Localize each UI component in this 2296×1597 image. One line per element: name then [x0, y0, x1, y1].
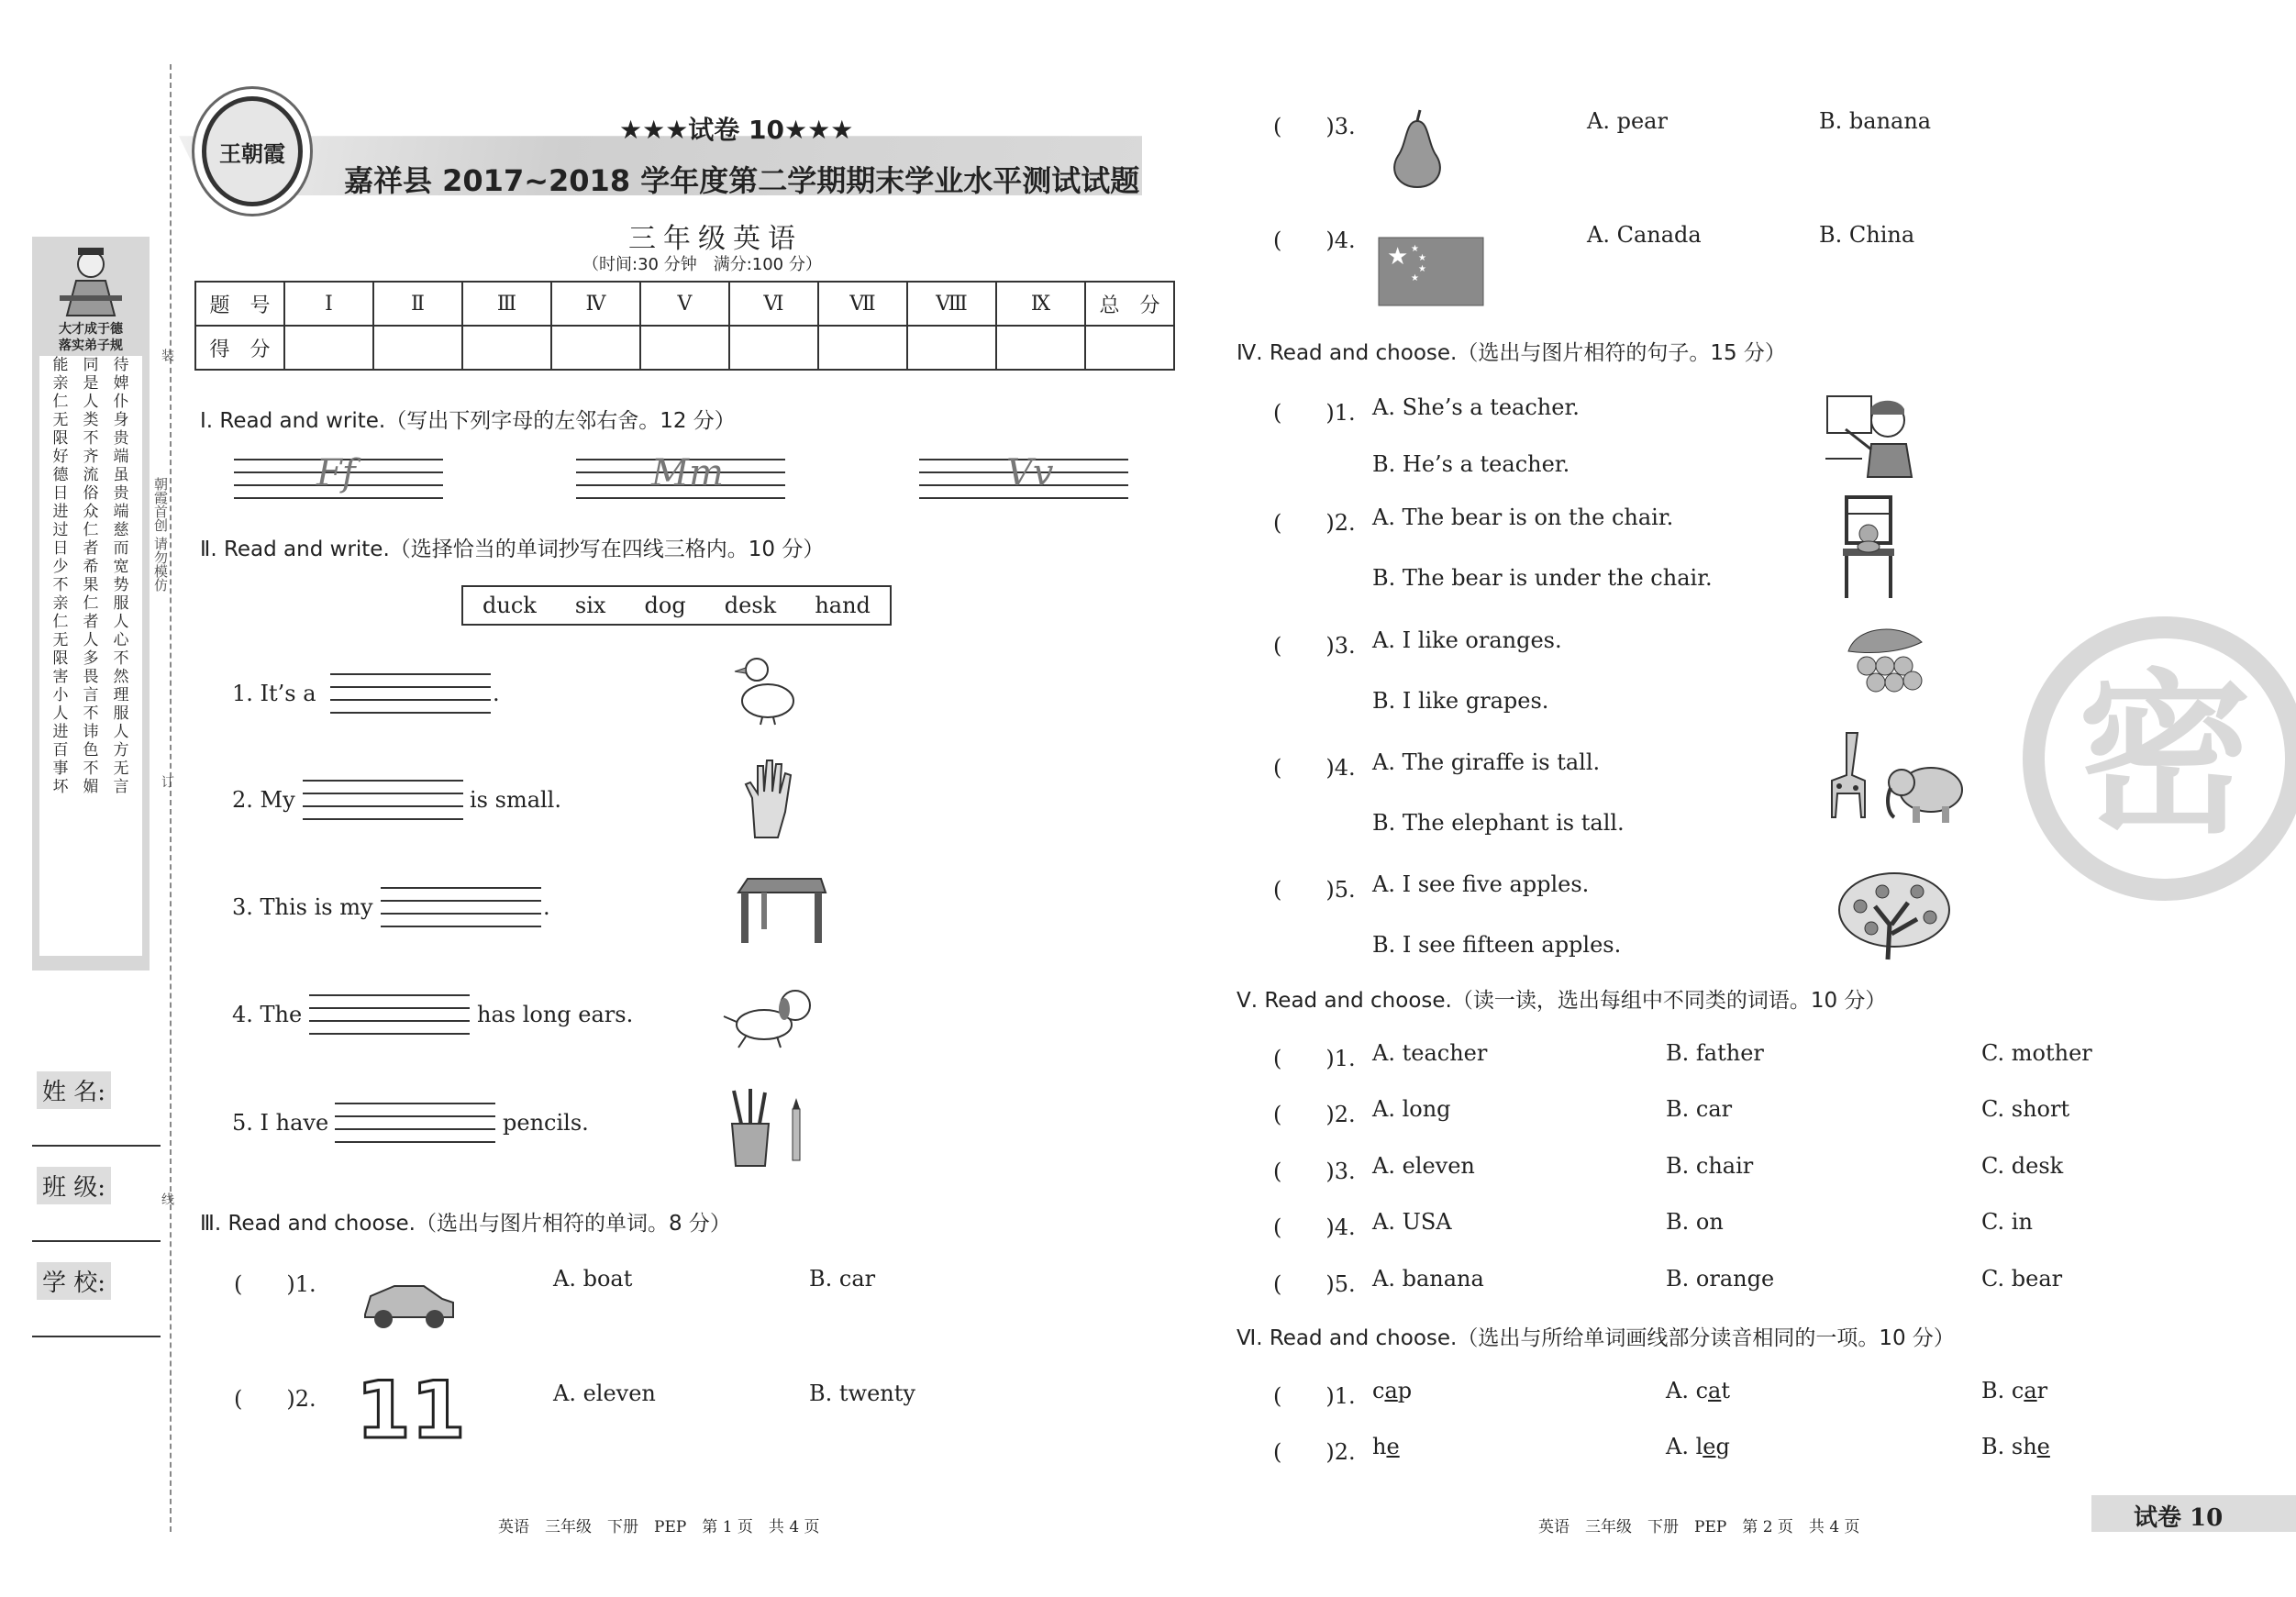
s6-item-1-number[interactable]: ( )1. [1273, 1383, 1356, 1409]
class-field[interactable] [32, 1240, 161, 1242]
motto-column-1: 能亲仁无限好德日进过日少不亲仁无限害小人进百事坏 [52, 356, 69, 796]
table-cell: Ⅶ [818, 282, 907, 326]
scholar-figure-icon [58, 244, 124, 317]
corner-paper-number: 试卷 10 [2134, 1504, 2224, 1532]
s3-item-4-option-a[interactable]: A. Canada [1587, 222, 1702, 248]
binding-line [170, 64, 172, 1532]
score-header-row [195, 282, 1174, 326]
motto-column-3: 待婢仆身贵端虽贵端慈而宽势服人心不然理服人方无言 [113, 356, 129, 796]
footer-right: 英语 三年级 下册 PEP 第 2 页 共 4 页 [1538, 1518, 1860, 1536]
section-1-title: Ⅰ. Read and write.（写出下列字母的左邻右舍。12 分） [200, 409, 736, 433]
s2-item-3-text: 3. This is my [232, 894, 373, 920]
svg-text:★: ★ [1387, 243, 1409, 271]
s2-item-5-text: 5. I have [232, 1110, 329, 1136]
s6-item-2-word: he [1372, 1434, 1400, 1459]
score-input[interactable] [1085, 326, 1174, 370]
s6-item-1-word: cap [1372, 1378, 1413, 1403]
table-cell: 总 分 [1085, 282, 1174, 326]
desk-icon [734, 870, 830, 948]
slogan-line-2: 落实弟子规 [59, 338, 123, 353]
svg-text:★: ★ [1418, 253, 1426, 263]
table-cell: Ⅳ [551, 282, 640, 326]
s5-item-1-option-b[interactable]: B. father [1666, 1040, 1764, 1066]
footer-left: 英语 三年级 下册 PEP 第 1 页 共 4 页 [498, 1518, 820, 1536]
s5-item-2-option-c[interactable]: C. short [1981, 1096, 2070, 1122]
s5-item-5-option-a[interactable]: A. banana [1372, 1266, 1484, 1292]
s4-item-1-option-a[interactable]: A. She’s a teacher. [1372, 394, 1580, 420]
letter-vv: Vv [1006, 452, 1054, 494]
school-label: 学 校: [37, 1262, 111, 1300]
elephant-icon [1885, 757, 1968, 826]
s5-item-3-number[interactable]: ( )3. [1273, 1159, 1356, 1184]
s6-item-2-option-b[interactable]: B. she [1981, 1434, 2050, 1459]
section-3-title: Ⅲ. Read and choose.（选出与图片相符的单词。8 分） [200, 1212, 731, 1236]
s3-item-2-option-b[interactable]: B. twenty [809, 1381, 915, 1406]
class-label: 班 级: [37, 1167, 111, 1204]
table-cell: Ⅸ [996, 282, 1085, 326]
school-field[interactable] [32, 1336, 161, 1337]
s5-item-4-option-c[interactable]: C. in [1981, 1209, 2033, 1235]
time-info: （时间:30 分钟 满分:100 分） [582, 255, 822, 274]
section-5-title: Ⅴ. Read and choose.（读一读，选出每组中不同类的词语。10 分） [1237, 989, 1887, 1013]
score-input[interactable] [551, 326, 640, 370]
secret-seal-watermark: 密 [2023, 616, 2296, 901]
copyright-note: 朝霞首创 请勿模仿 [152, 477, 169, 592]
s6-item-1-option-b[interactable]: B. car [1981, 1378, 2048, 1403]
motto-column-2: 同是人类不齐流俗众仁者希果仁者人多畏言不讳色不媚 [83, 356, 99, 796]
score-input[interactable] [284, 326, 373, 370]
score-table [194, 281, 1175, 371]
s4-item-1-number[interactable]: ( )1. [1273, 400, 1356, 426]
s5-item-2-option-b[interactable]: B. car [1666, 1096, 1733, 1122]
word-bank-item: dog [644, 593, 686, 618]
pencils-icon [725, 1087, 807, 1170]
s2-item-4-text: 4. The [232, 1002, 303, 1027]
score-input[interactable] [996, 326, 1085, 370]
s5-item-4-option-b[interactable]: B. on [1666, 1209, 1724, 1235]
s4-item-4-number[interactable]: ( )4. [1273, 755, 1356, 781]
brand-logo: 王朝霞 [202, 96, 303, 206]
s3-item-3-number[interactable]: ( )3. [1273, 114, 1356, 139]
s2-item-2-text: 2. My [232, 787, 295, 813]
corner-tab [2091, 1495, 2296, 1532]
subject-title: 三年级英语 [628, 223, 803, 255]
s2-item-2-post: is small. [470, 787, 561, 813]
car-icon [358, 1273, 459, 1337]
s3-item-1-option-b[interactable]: B. car [809, 1266, 876, 1292]
s4-item-3-number[interactable]: ( )3. [1273, 633, 1356, 659]
s4-item-1-option-b[interactable]: B. He’s a teacher. [1372, 451, 1570, 477]
seal-char-1: 装 [160, 349, 174, 361]
s2-item-1-blank[interactable] [330, 673, 491, 715]
table-cell: Ⅴ [640, 282, 729, 326]
s3-item-2-option-a[interactable]: A. eleven [553, 1381, 656, 1406]
score-input[interactable] [907, 326, 996, 370]
score-value-row [195, 326, 1174, 370]
s3-item-1-option-a[interactable]: A. boat [553, 1266, 633, 1292]
s5-item-2-option-a[interactable]: A. long [1372, 1096, 1451, 1122]
s4-item-2-number[interactable]: ( )2. [1273, 510, 1356, 536]
score-input[interactable] [373, 326, 462, 370]
s6-item-1-option-a[interactable]: A. cat [1666, 1378, 1730, 1403]
s2-item-3-post: . [543, 894, 550, 920]
s4-item-3-option-a[interactable]: A. I like oranges. [1372, 627, 1562, 653]
s5-item-2-number[interactable]: ( )2. [1273, 1102, 1356, 1127]
duck-icon [729, 653, 798, 726]
table-cell: Ⅱ [373, 282, 462, 326]
s2-item-3-blank[interactable] [381, 887, 541, 929]
name-label: 姓 名: [37, 1071, 111, 1109]
s3-item-4-number[interactable]: ( )4. [1273, 227, 1356, 253]
s4-item-5-option-a[interactable]: A. I see five apples. [1372, 871, 1590, 897]
s3-item-3-option-b[interactable]: B. banana [1819, 108, 1932, 134]
s5-item-3-option-c[interactable]: C. desk [1981, 1153, 2064, 1179]
score-input[interactable] [729, 326, 818, 370]
table-cell: Ⅷ [907, 282, 996, 326]
s5-item-1-number[interactable]: ( )1. [1273, 1046, 1356, 1071]
s5-item-4-option-a[interactable]: A. USA [1372, 1209, 1452, 1235]
table-cell: 得 分 [195, 326, 284, 370]
s4-item-5-number[interactable]: ( )5. [1273, 877, 1356, 903]
word-bank-item: hand [815, 593, 871, 618]
s5-item-4-number[interactable]: ( )4. [1273, 1214, 1356, 1240]
s5-item-5-option-b[interactable]: B. orange [1666, 1266, 1775, 1292]
s3-item-4-option-b[interactable]: B. China [1819, 222, 1915, 248]
section-6-title: Ⅵ. Read and choose.（选出与所给单词画线部分读音相同的一项。10 分） [1237, 1326, 1955, 1350]
pear-icon [1385, 108, 1449, 191]
bear-on-chair-icon [1839, 495, 1899, 601]
s4-item-2-option-b[interactable]: B. The bear is under the chair. [1372, 565, 1713, 591]
teacher-icon [1825, 393, 1922, 480]
table-cell: Ⅲ [462, 282, 551, 326]
score-input[interactable] [640, 326, 729, 370]
s4-item-2-option-a[interactable]: A. The bear is on the chair. [1372, 505, 1674, 530]
motto-panel [32, 237, 150, 970]
paper-number: ★★★试卷 10★★★ [619, 115, 854, 145]
s5-item-3-option-b[interactable]: B. chair [1666, 1153, 1754, 1179]
seal-char-2: 订 [160, 775, 174, 788]
s2-item-4-blank[interactable] [309, 994, 470, 1037]
letter-mm: Mm [651, 452, 724, 494]
giraffe-icon [1821, 729, 1876, 821]
s2-item-1-text: 1. It’s a [232, 681, 316, 706]
table-cell: 题 号 [195, 282, 284, 326]
seal-char-3: 线 [160, 1192, 174, 1205]
s6-item-2-number[interactable]: ( )2. [1273, 1439, 1356, 1465]
score-input[interactable] [462, 326, 551, 370]
word-bank-item: desk [724, 593, 777, 618]
s3-item-1-number[interactable]: ( )1. [234, 1271, 316, 1297]
hand-icon [741, 757, 796, 839]
s2-item-4-post: has long ears. [477, 1002, 634, 1027]
s2-item-5-post: pencils. [503, 1110, 589, 1136]
s2-item-1-post: . [493, 681, 500, 706]
s4-item-4-option-a[interactable]: A. The giraffe is tall. [1372, 749, 1601, 775]
china-flag-icon [1378, 237, 1484, 306]
s2-item-5-blank[interactable] [335, 1103, 495, 1145]
dog-icon [720, 983, 821, 1052]
apple-tree-icon [1835, 870, 1954, 961]
s5-item-1-option-a[interactable]: A. teacher [1372, 1040, 1488, 1066]
grapes-icon [1839, 624, 1931, 702]
s3-item-3-option-a[interactable]: A. pear [1587, 108, 1668, 134]
svg-text:★: ★ [1411, 244, 1419, 254]
s5-item-1-option-c[interactable]: C. mother [1981, 1040, 2092, 1066]
s6-item-2-option-a[interactable]: A. leg [1666, 1434, 1730, 1459]
svg-text:★: ★ [1418, 264, 1426, 274]
s4-item-4-option-b[interactable]: B. The elephant is tall. [1372, 810, 1625, 836]
word-bank-item: six [574, 593, 606, 618]
s5-item-5-option-c[interactable]: C. bear [1981, 1266, 2063, 1292]
s4-item-3-option-b[interactable]: B. I like grapes. [1372, 688, 1549, 714]
word-bank [461, 585, 892, 626]
name-field[interactable] [32, 1145, 161, 1147]
table-cell: Ⅵ [729, 282, 818, 326]
section-2-title: Ⅱ. Read and write.（选择恰当的单词抄写在四线三格内。10 分） [200, 538, 825, 561]
word-bank-item: duck [482, 593, 537, 618]
s5-item-5-number[interactable]: ( )5. [1273, 1271, 1356, 1297]
slogan-line-1: 大才成于德 [59, 322, 123, 337]
s2-item-2-blank[interactable] [303, 780, 463, 822]
letter-ff: Ff [316, 452, 356, 494]
section-4-title: Ⅳ. Read and choose.（选出与图片相符的句子。15 分） [1237, 341, 1786, 365]
s3-item-2-number[interactable]: ( )2. [234, 1386, 316, 1412]
paper-title: 嘉祥县 2017~2018 学年度第二学期期末学业水平测试试题 [344, 163, 1140, 198]
table-cell: Ⅰ [284, 282, 373, 326]
number-eleven-picture: 11 [356, 1365, 466, 1457]
svg-text:★: ★ [1411, 273, 1419, 283]
score-input[interactable] [818, 326, 907, 370]
s4-item-5-option-b[interactable]: B. I see fifteen apples. [1372, 932, 1622, 958]
motto-text-box [39, 356, 142, 956]
s5-item-3-option-a[interactable]: A. eleven [1372, 1153, 1475, 1179]
